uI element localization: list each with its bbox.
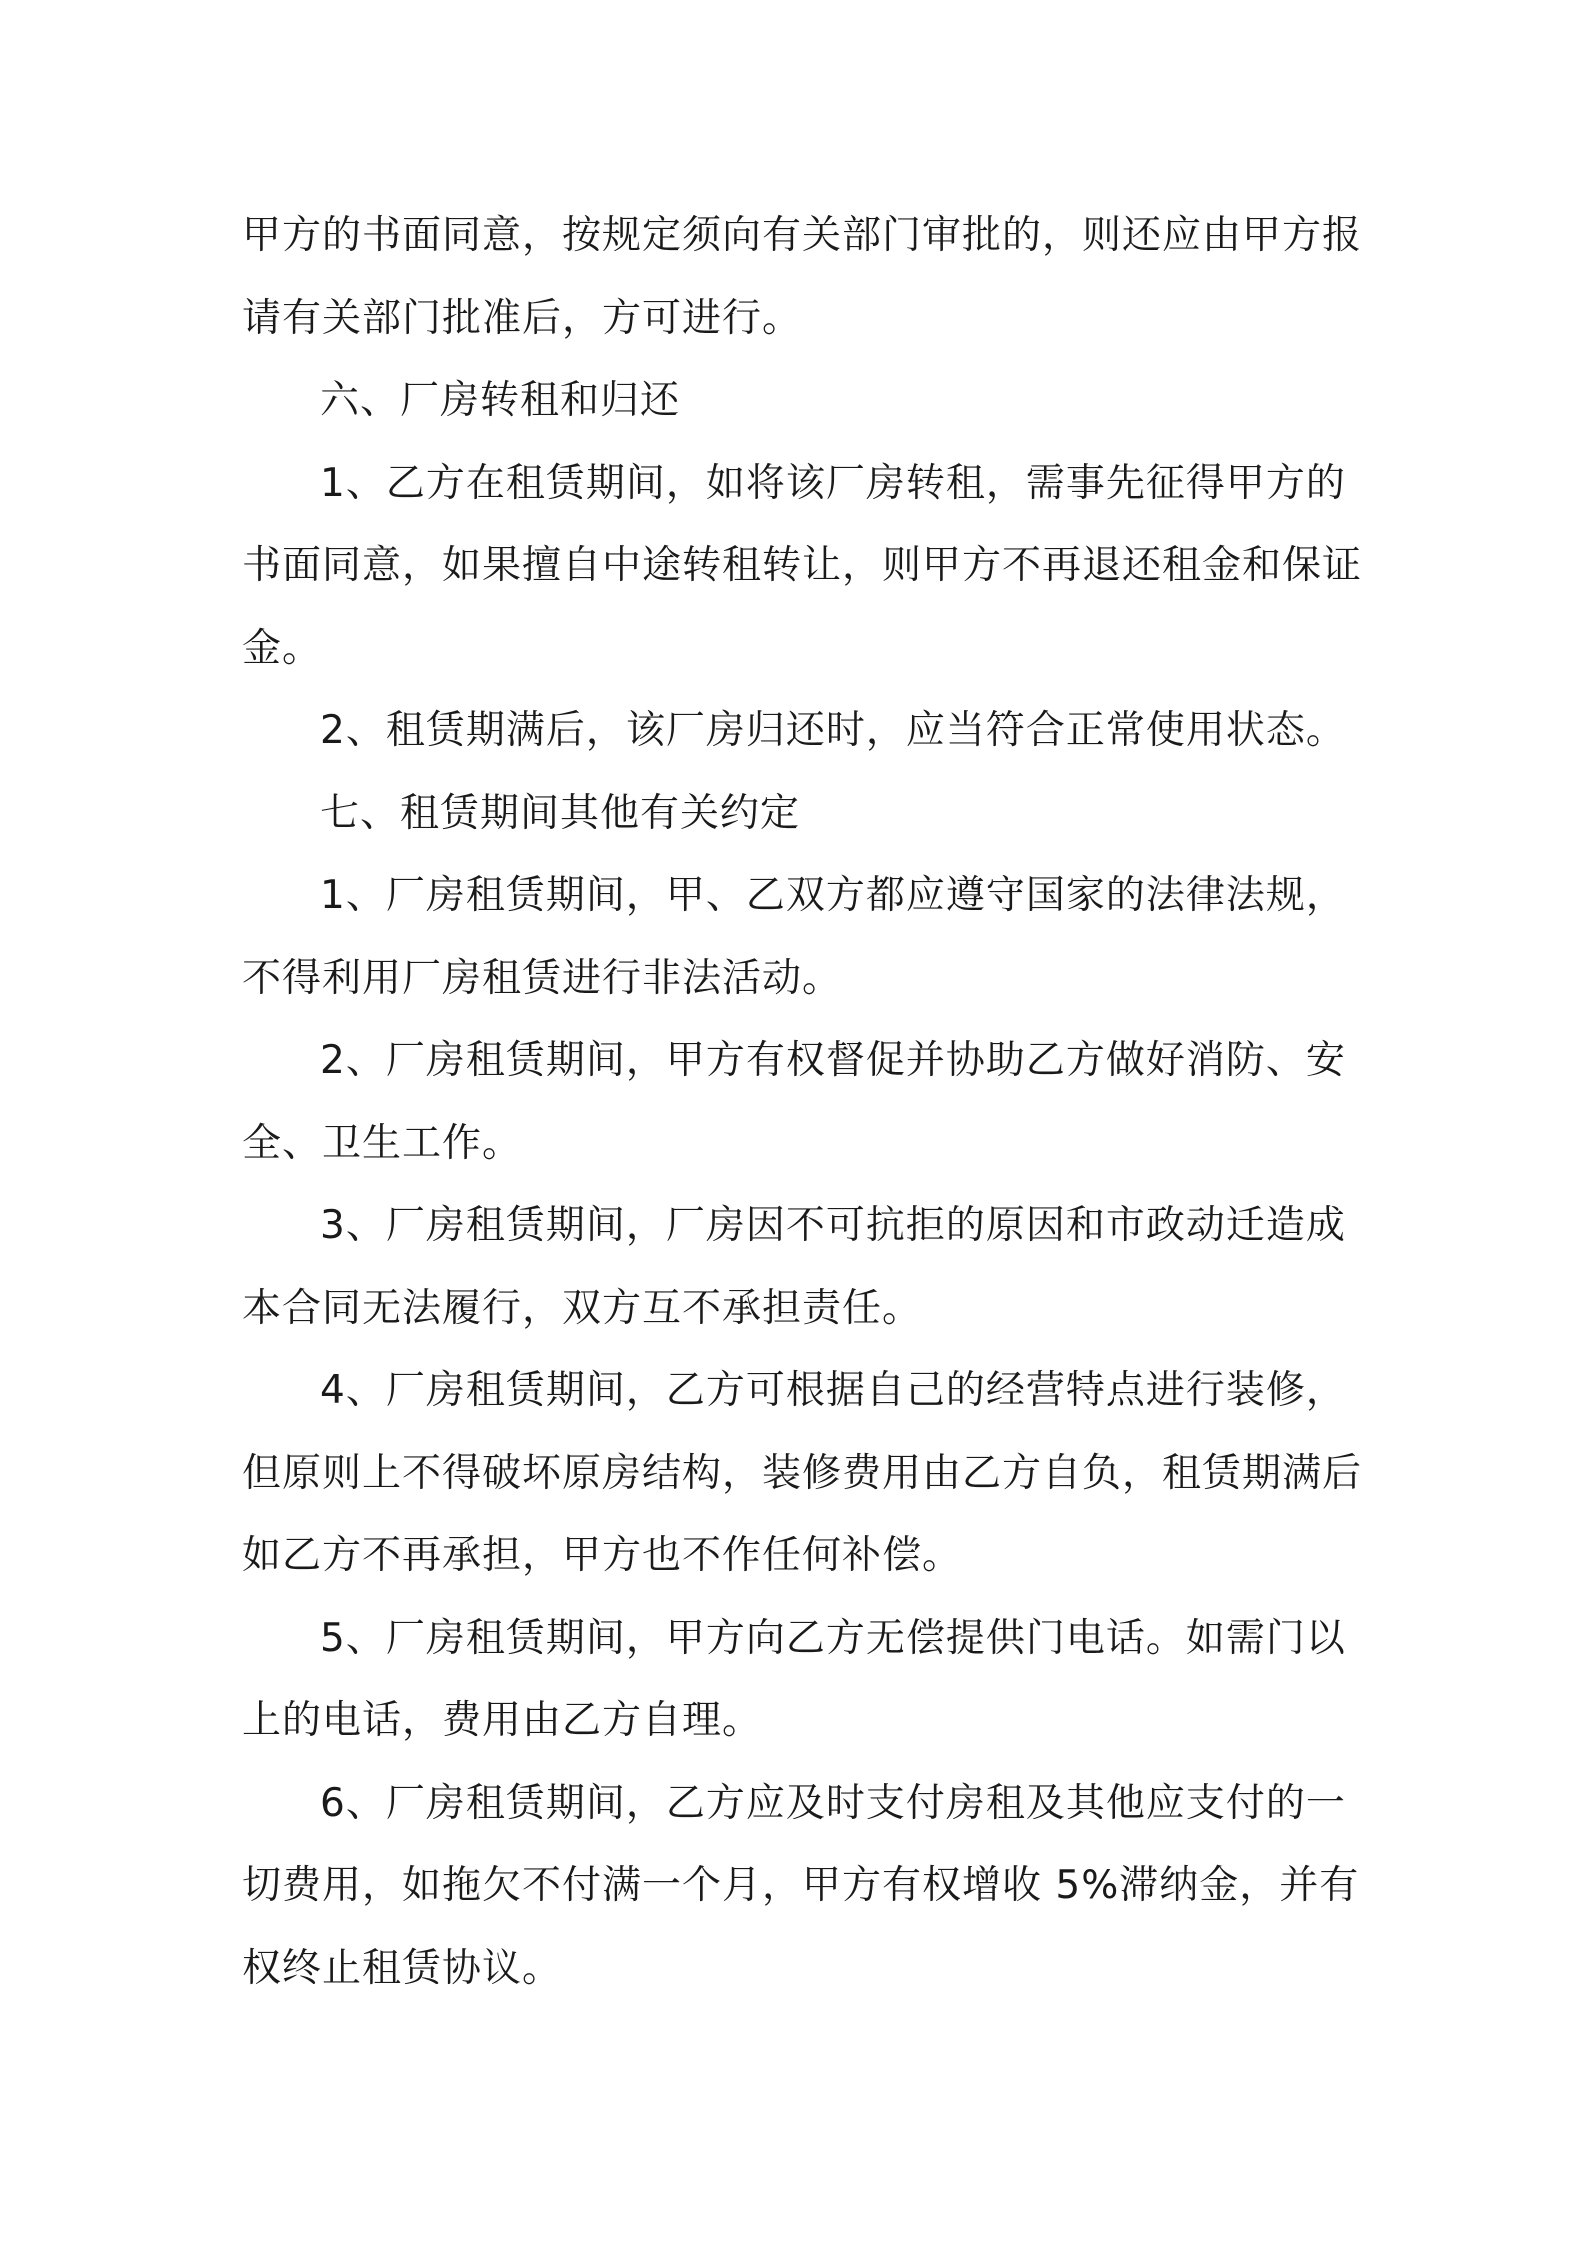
text-line: 不得利用厂房租赁进行非法活动。 bbox=[242, 955, 843, 1001]
text-line: 请有关部门批准后，方可进行。 bbox=[242, 295, 803, 341]
clause-line: 1、乙方在租赁期间，如将该厂房转租，需事先征得甲方的 bbox=[320, 460, 1346, 506]
clause-line: 1、厂房租赁期间，甲、乙双方都应遵守国家的法律法规， bbox=[320, 873, 1346, 918]
clause-line: 2、租赁期满后，该厂房归还时，应当符合正常使用状态。 bbox=[320, 708, 1346, 753]
clause-line: 2、厂房租赁期间，甲方有权督促并协助乙方做好消防、安 bbox=[320, 1038, 1346, 1083]
document-body bbox=[242, 195, 1363, 2010]
text-line: 权终止租赁协议。 bbox=[242, 1945, 563, 1991]
text-line: 如乙方不再承担，甲方也不作任何补偿。 bbox=[242, 1533, 963, 1578]
text-line: 切费用，如拖欠不付满一个月，甲方有权增收 5%滞纳金，并有 bbox=[242, 1863, 1360, 1908]
section-heading: 六、厂房转租和归还 bbox=[320, 378, 681, 423]
text-line: 本合同无法履行，双方互不承担责任。 bbox=[242, 1285, 923, 1331]
text-line: 书面同意，如果擅自中途转租转让，则甲方不再退还租金和保证 bbox=[242, 543, 1363, 588]
text-line: 甲方的书面同意，按规定须向有关部门审批的，则还应由甲方报 bbox=[242, 213, 1363, 258]
text-line: 上的电话，费用由乙方自理。 bbox=[242, 1698, 763, 1743]
clause-line: 6、厂房租赁期间，乙方应及时支付房租及其他应支付的一 bbox=[320, 1780, 1346, 1826]
text-line: 金。 bbox=[242, 625, 323, 671]
text-line: 但原则上不得破坏原房结构，装修费用由乙方自负，租赁期满后 bbox=[242, 1450, 1363, 1496]
clause-line: 4、厂房租赁期间，乙方可根据自己的经营特点进行装修， bbox=[320, 1368, 1346, 1413]
clause-line: 5、厂房租赁期间，甲方向乙方无偿提供门电话。如需门以 bbox=[320, 1615, 1346, 1661]
section-heading: 七、租赁期间其他有关约定 bbox=[320, 790, 801, 836]
text-line: 全、卫生工作。 bbox=[242, 1120, 523, 1166]
clause-line: 3、厂房租赁期间，厂房因不可抗拒的原因和市政动迁造成 bbox=[320, 1203, 1346, 1248]
